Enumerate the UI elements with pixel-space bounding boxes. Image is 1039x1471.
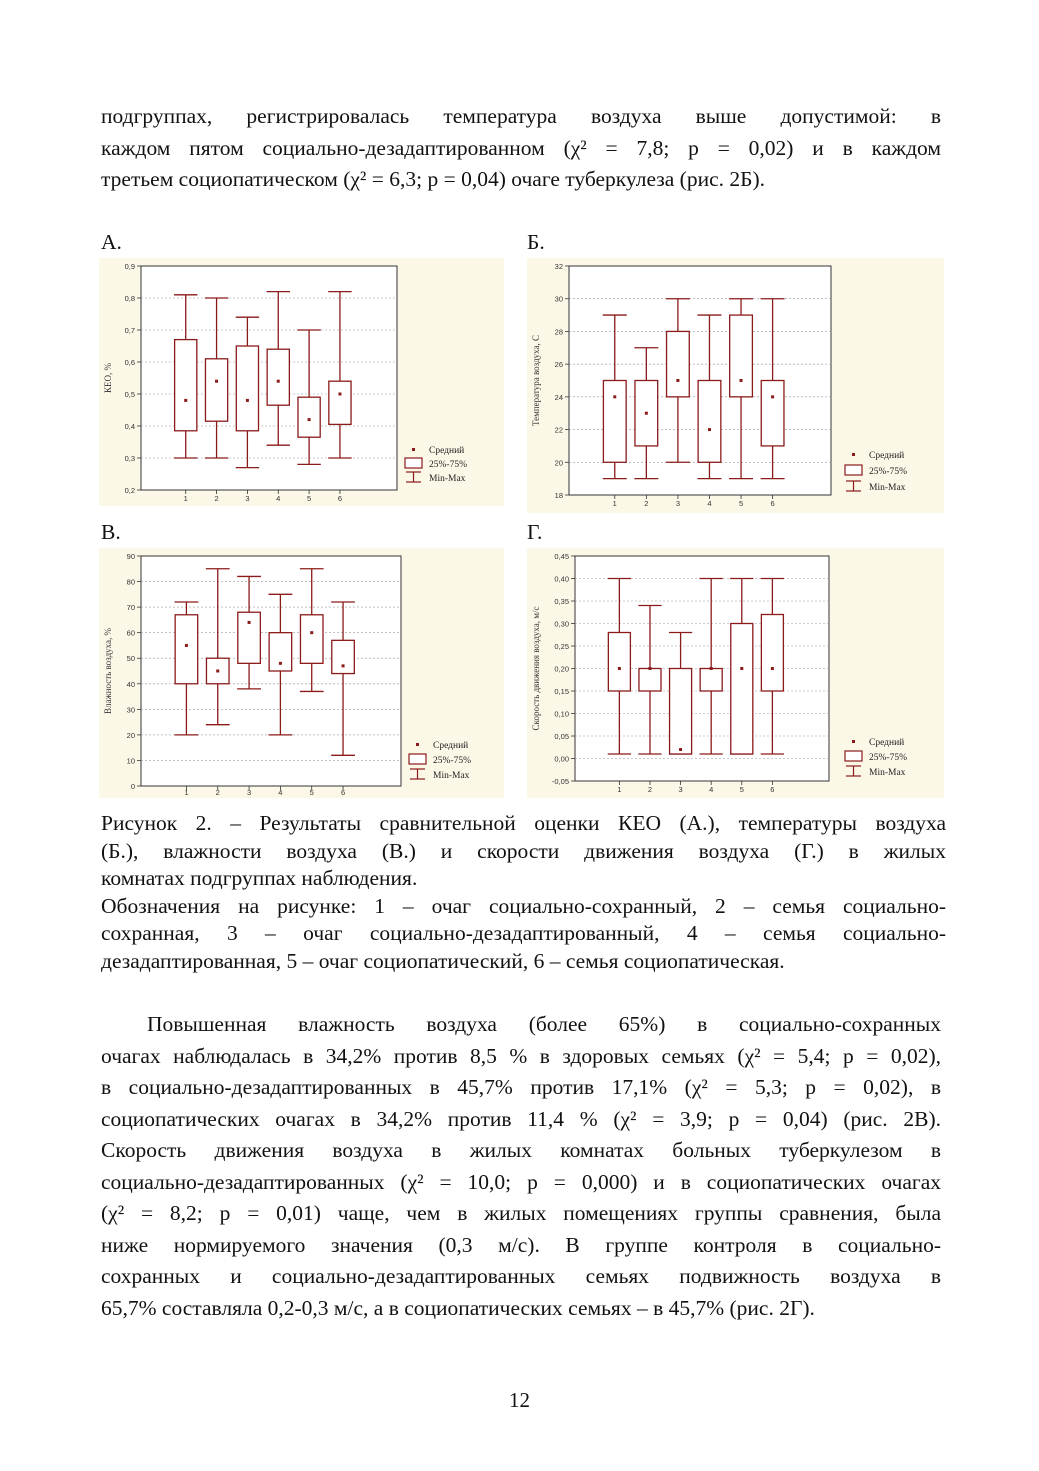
y-tick-label: 10 <box>126 756 135 766</box>
iqr-box <box>175 340 197 431</box>
x-tick-label: 2 <box>647 785 653 794</box>
legend-label: Средний <box>433 741 469 751</box>
y-tick-label: 80 <box>126 577 135 587</box>
legend-label: 25%-75% <box>429 460 467 470</box>
y-tick-label: 0,3 <box>124 454 135 463</box>
legend-box-marker <box>845 751 862 761</box>
y-tick-label: 0,40 <box>554 574 569 584</box>
mean-point <box>613 395 616 398</box>
text-line: социально-дезадаптированных (χ² = 10,0; р = 0,000) и в социопатических очагах <box>101 1169 941 1194</box>
legend-mean-marker <box>412 448 415 451</box>
legend-label: 25%-75% <box>433 756 471 766</box>
iqr-box <box>236 346 258 431</box>
x-tick-label: 6 <box>340 788 346 797</box>
y-axis-label: Влажность воздуха, % <box>103 627 113 715</box>
text-line: третьем социопатическом (χ² = 6,3; р = 0,04) очаге туберкулеза (рис. 2Б). <box>101 167 766 191</box>
x-tick-label: 4 <box>278 788 283 797</box>
text-line: подгруппах, регистрировалась температура воздуха выше допустимой: в <box>101 104 941 128</box>
y-tick-label: 20 <box>554 458 563 468</box>
y-tick-label: 0,25 <box>554 642 569 651</box>
mean-point <box>215 380 218 383</box>
x-tick-label: 5 <box>739 785 744 794</box>
legend-note-line: Обозначения на рисунке: 1 – очаг социально-сохранный, 2 – семья социально- <box>101 893 946 918</box>
iqr-box <box>761 381 784 446</box>
y-tick-label: 0,45 <box>554 552 569 561</box>
y-tick-label: 32 <box>554 262 563 271</box>
y-tick-label: 0,15 <box>554 687 569 696</box>
bottom-paragraph <box>101 1009 941 1324</box>
mean-point <box>771 667 774 670</box>
legend-label: Средний <box>429 446 465 456</box>
y-tick-label: 22 <box>554 425 563 435</box>
y-tick-label: 70 <box>126 603 135 613</box>
iqr-box <box>238 612 261 663</box>
y-tick-label: 0,6 <box>124 358 135 367</box>
y-tick-label: 30 <box>554 294 563 304</box>
text-line: социопатических очагах в 34,2% против 11,4 % (χ² = 3,9; р = 0,04) (рис. 2В). <box>101 1106 941 1131</box>
x-tick-label: 2 <box>644 499 649 508</box>
mean-point <box>185 644 188 647</box>
legend-box-marker <box>409 754 426 764</box>
iqr-box <box>603 381 626 463</box>
x-tick-label: 1 <box>612 499 617 508</box>
caption-line: комнатах подгруппах наблюдения. <box>101 866 418 890</box>
y-tick-label: 0,05 <box>554 732 569 741</box>
y-tick-label: 28 <box>554 327 563 337</box>
text-line: сохранных и социально-дезадаптированных семьях подвижность воздуха в <box>101 1264 941 1288</box>
panel-label-a: А. <box>101 230 122 254</box>
y-tick-label: -0,05 <box>551 777 569 786</box>
y-tick-label: 0,10 <box>554 709 569 719</box>
x-tick-label: 3 <box>678 785 683 794</box>
y-axis-label: Скорость движения воздуха, м/с <box>531 606 541 731</box>
chart-keo-svg <box>99 258 504 506</box>
text-line: каждом пятом социально-дезадаптированном (χ² = 7,8; р = 0,02) и в каждом <box>101 135 941 160</box>
x-tick-label: 2 <box>215 788 220 797</box>
legend-box-marker <box>405 458 422 468</box>
top-paragraph <box>101 101 941 196</box>
x-tick-label: 4 <box>709 785 714 794</box>
mean-point <box>676 379 679 382</box>
legend-label: Средний <box>869 451 905 461</box>
mean-point <box>740 667 743 670</box>
x-tick-label: 6 <box>337 494 343 503</box>
y-tick-label: 60 <box>126 628 135 638</box>
mean-point <box>216 670 219 673</box>
x-tick-label: 3 <box>675 499 680 508</box>
iqr-box <box>700 669 722 692</box>
legend-mean-marker <box>852 453 855 456</box>
mean-point <box>708 428 711 431</box>
legend-label: Min-Max <box>429 474 466 484</box>
mean-point <box>184 399 187 402</box>
text-line: 65,7% составляла 0,2-0,3 м/с, а в социопатических семьях – в 45,7% (рис. 2Г). <box>101 1295 815 1320</box>
y-tick-label: 0,35 <box>554 597 569 606</box>
y-tick-label: 0,5 <box>124 390 135 399</box>
iqr-box <box>731 624 753 755</box>
x-tick-label: 1 <box>617 785 622 794</box>
legend-label: Min-Max <box>433 771 470 781</box>
y-tick-label: 26 <box>554 360 563 370</box>
iqr-box <box>205 359 227 421</box>
chart-legend <box>845 737 907 778</box>
page-number: 12 <box>509 1388 530 1412</box>
y-tick-label: 0,00 <box>554 754 569 764</box>
chart-humidity <box>99 548 504 798</box>
y-tick-label: 0,8 <box>124 294 135 303</box>
x-tick-label: 5 <box>738 499 744 508</box>
y-tick-label: 0,2 <box>124 486 135 495</box>
mean-point <box>310 631 313 634</box>
mean-point <box>740 379 743 382</box>
iqr-box <box>300 615 323 664</box>
x-tick-label: 1 <box>183 494 188 503</box>
iqr-box <box>332 640 355 673</box>
mean-point <box>342 664 345 667</box>
iqr-box <box>267 349 289 405</box>
panel-label-b: Б. <box>527 230 545 254</box>
y-axis-label: КЕО, % <box>103 363 113 393</box>
x-tick-label: 4 <box>707 499 712 508</box>
y-axis-label: Температура воздуха, С <box>531 334 541 427</box>
chart-temperature-svg <box>527 258 944 513</box>
mean-point <box>648 667 651 670</box>
x-tick-label: 5 <box>307 494 312 503</box>
chart-air-speed <box>527 548 944 798</box>
iqr-box <box>298 397 320 437</box>
legend-label: 25%-75% <box>869 753 907 763</box>
x-tick-label: 3 <box>246 788 252 797</box>
x-tick-label: 6 <box>770 499 775 508</box>
text-line: (χ² = 8,2; р = 0,01) чаще, чем в жилых помещениях группы сравнения, была <box>101 1201 941 1225</box>
text-line: Повышенная влажность воздуха (более 65%) в социально-сохранных <box>147 1012 941 1036</box>
legend-mean-marker <box>416 743 419 746</box>
chart-legend <box>845 450 907 493</box>
text-line: в социально-дезадаптированных в 45,7% против 17,1% (χ² = 5,3; р = 0,02), в <box>101 1075 941 1099</box>
y-tick-label: 0,20 <box>554 664 569 674</box>
y-tick-label: 0,7 <box>124 326 135 335</box>
legend-label: Min-Max <box>869 768 906 778</box>
iqr-box <box>667 331 690 396</box>
mean-point <box>618 667 621 670</box>
mean-point <box>279 662 282 665</box>
x-tick-label: 2 <box>214 494 219 503</box>
text-line: очагах наблюдалась в 34,2% против 8,5 % в здоровых семьях (χ² = 5,4; р = 0,02), <box>101 1043 941 1068</box>
legend-label: Min-Max <box>869 483 906 493</box>
mean-point <box>277 380 280 383</box>
mean-point <box>248 621 251 624</box>
mean-point <box>710 667 713 670</box>
y-tick-label: 30 <box>126 705 135 715</box>
caption-line: Рисунок 2. – Результаты сравнительной оценки КЕО (А.), температуры воздуха <box>101 811 946 835</box>
iqr-box <box>269 633 292 671</box>
x-tick-label: 6 <box>770 785 775 794</box>
figure-caption <box>101 810 946 975</box>
text-line: Скорость движения воздуха в жилых комнатах больных туберкулезом в <box>101 1138 941 1162</box>
y-tick-label: 0,9 <box>124 262 135 271</box>
iqr-box <box>175 615 198 684</box>
iqr-box <box>639 669 661 692</box>
mean-point <box>246 399 249 402</box>
chart-air-speed-svg <box>527 548 944 798</box>
mean-point <box>771 395 774 398</box>
y-tick-label: 18 <box>554 491 563 500</box>
y-tick-label: 0 <box>130 782 135 791</box>
mean-point <box>308 418 311 421</box>
legend-mean-marker <box>852 740 855 743</box>
chart-legend <box>405 445 467 484</box>
y-tick-label: 50 <box>126 654 135 664</box>
mean-point <box>645 412 648 415</box>
chart-temperature <box>527 258 944 513</box>
legend-note-line: сохранная, 3 – очаг социально-дезадаптированный, 4 – семья социально- <box>101 921 946 945</box>
panel-label-g: Г. <box>527 520 543 544</box>
text-line: ниже нормируемого значения (0,3 м/с). В группе контроля в социально- <box>101 1232 941 1257</box>
x-tick-label: 3 <box>245 494 250 503</box>
iqr-box <box>730 315 753 397</box>
y-tick-label: 40 <box>126 679 135 689</box>
y-tick-label: 90 <box>126 552 135 561</box>
chart-keo <box>99 258 504 506</box>
x-tick-label: 4 <box>276 494 281 503</box>
y-tick-label: 0,30 <box>554 619 569 629</box>
panel-label-v: В. <box>101 520 121 544</box>
iqr-box <box>761 615 783 692</box>
legend-label: Средний <box>869 738 905 748</box>
x-tick-label: 5 <box>309 788 314 797</box>
y-tick-label: 0,4 <box>124 422 135 431</box>
legend-note-line: дезадаптированная, 5 – очаг социопатический, 6 – семья социопатическая. <box>101 948 785 973</box>
mean-point <box>338 393 341 396</box>
chart-humidity-svg <box>99 548 504 798</box>
legend-box-marker <box>845 465 862 475</box>
mean-point <box>679 748 682 751</box>
chart-legend <box>409 740 471 781</box>
iqr-box <box>698 381 721 463</box>
iqr-box <box>670 669 692 755</box>
caption-line: (Б.), влажности воздуха (В.) и скорости движения воздуха (Г.) в жилых <box>101 838 946 863</box>
y-tick-label: 20 <box>126 730 135 740</box>
y-tick-label: 24 <box>554 392 563 402</box>
iqr-box <box>608 633 630 692</box>
x-tick-label: 1 <box>184 788 189 797</box>
legend-label: 25%-75% <box>869 467 907 477</box>
iqr-box <box>329 381 351 424</box>
